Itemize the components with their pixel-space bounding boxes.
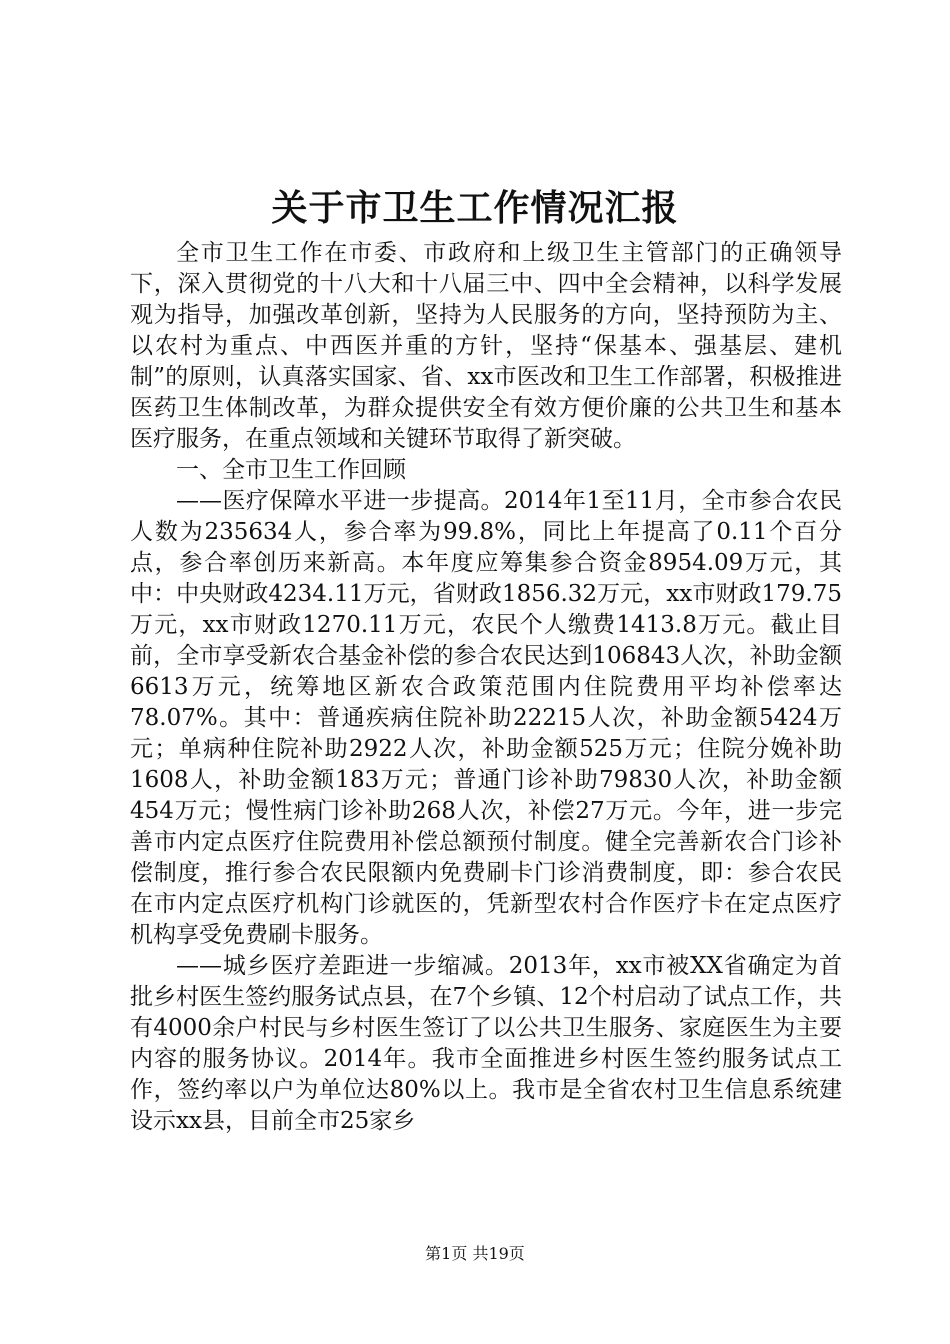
document-title: 关于市卫生工作情况汇报 (271, 187, 679, 229)
paragraph-medical-insurance: ——医疗保障水平进一步提高。2014年1至11月，全市参合农民人数为235634人，参合率为99.8%，同比上年提高了0.11个百分点，参合率创历来新高。本年度应筹集参合资金8954.09万元，其中：中央财政4234.11万元，省财政1856.32万元，xx市财政179.75万元，xx市财政1270.11万元，农民个人缴费1413.8万元。截止目前，全市享受新农合基金补偿的参合农民达到106843人次，补助金额6613万元，统筹地区新农合政策范围内住院费用平均补偿率达78.07%。其中：普通疾病住院补助22215人次，补助金额5424万元；单病种住院补助2922人次，补助金额525万元；住院分娩补助1608人，补助金额183万元；普通门诊补助79830人次，补助金额454万元；慢性病门诊补助268人次，补偿27万元。今年，进一步完善市内定点医疗住院费用补偿总额预付制度。健全完善新农合门诊补偿制度，推行参合农民限额内免费刷卡门诊消费制度，即：参合农民在市内定点医疗机构门诊就医的，凭新型农村合作医疗卡在定点医疗机构享受免费刷卡服务。 (130, 488, 842, 948)
document-body (130, 238, 842, 1137)
section-heading: 一、全市卫生工作回顾 (176, 457, 406, 483)
paragraph-intro: 全市卫生工作在市委、市政府和上级卫生主管部门的正确领导下，深入贯彻党的十八大和十八届三中、四中全会精神，以科学发展观为指导，加强改革创新，坚持为人民服务的方向，坚持预防为主、以农村为重点、中西医并重的方针，坚持“保基本、强基层、建机制”的原则，认真落实国家、省、xx市医改和卫生工作部署，积极推进医药卫生体制改革，为群众提供安全有效方便价廉的公共卫生和基本医疗服务，在重点领域和关键环节取得了新突破。 (130, 240, 842, 452)
page-number-footer: 第1页 共19页 (425, 1244, 525, 1263)
paragraph-urban-rural-gap: ——城乡医疗差距进一步缩减。2013年，xx市被XX省确定为首批乡村医生签约服务试点县，在7个乡镇、12个村启动了试点工作，共有4000余户村民与乡村医生签订了以公共卫生服务、家庭医生为主要内容的服务协议。2014年。我市全面推进乡村医生签约服务试点工作，签约率以户为单位达80%以上。我市是全省农村卫生信息系统建设示xx县，目前全市25家乡 (130, 953, 842, 1134)
